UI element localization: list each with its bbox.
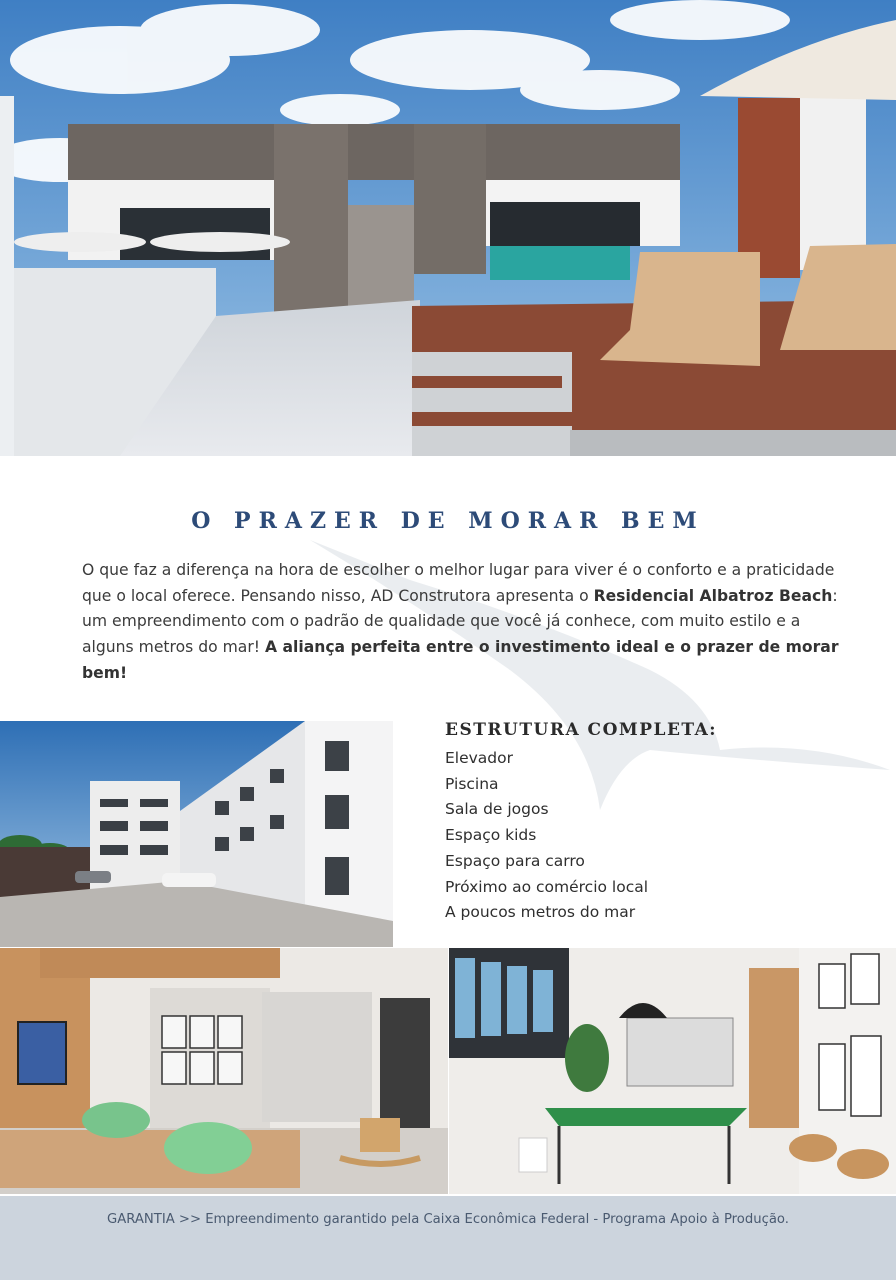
building-exterior-image — [0, 721, 393, 947]
page-title: O PRAZER DE MORAR BEM — [191, 508, 705, 534]
intro-paragraph — [82, 558, 842, 687]
list-item: Espaço kids — [445, 826, 537, 845]
features-list — [445, 746, 865, 926]
kids-room-image — [0, 948, 448, 1194]
list-item: A poucos metros do mar — [445, 903, 636, 922]
hero-rooftop-image — [0, 0, 896, 456]
intro-text-part2: : um empreendimento com o padrão de qualidade que você já conhece, com muito estilo e a alguns metros do mar! — [82, 586, 838, 657]
list-item: Espaço para carro — [445, 851, 585, 870]
footer — [0, 1196, 896, 1280]
features-section — [445, 720, 865, 926]
list-item: Sala de jogos — [445, 800, 549, 819]
intro-text-part1: O que faz a diferença na hora de escolher o melhor lugar para viver é o conforto e a praticidade que o local oferece. Pensando nisso, AD Construtora apresenta o — [82, 561, 835, 605]
list-item: Próximo ao comércio local — [445, 877, 649, 896]
intro-bold-tagline: A aliança perfeita entre o investimento ideal e o prazer de morar bem! — [82, 638, 839, 682]
features-title: ESTRUTURA COMPLETA: — [445, 720, 718, 740]
list-item: Piscina — [445, 774, 499, 793]
intro-bold-name: Residencial Albatroz Beach — [593, 586, 833, 605]
guarantee-text: GARANTIA >> Empreendimento garantido pela Caixa Econômica Federal - Programa Apoio à Produção. — [107, 1212, 789, 1227]
games-room-image — [449, 948, 896, 1194]
list-item: Elevador — [445, 749, 514, 767]
